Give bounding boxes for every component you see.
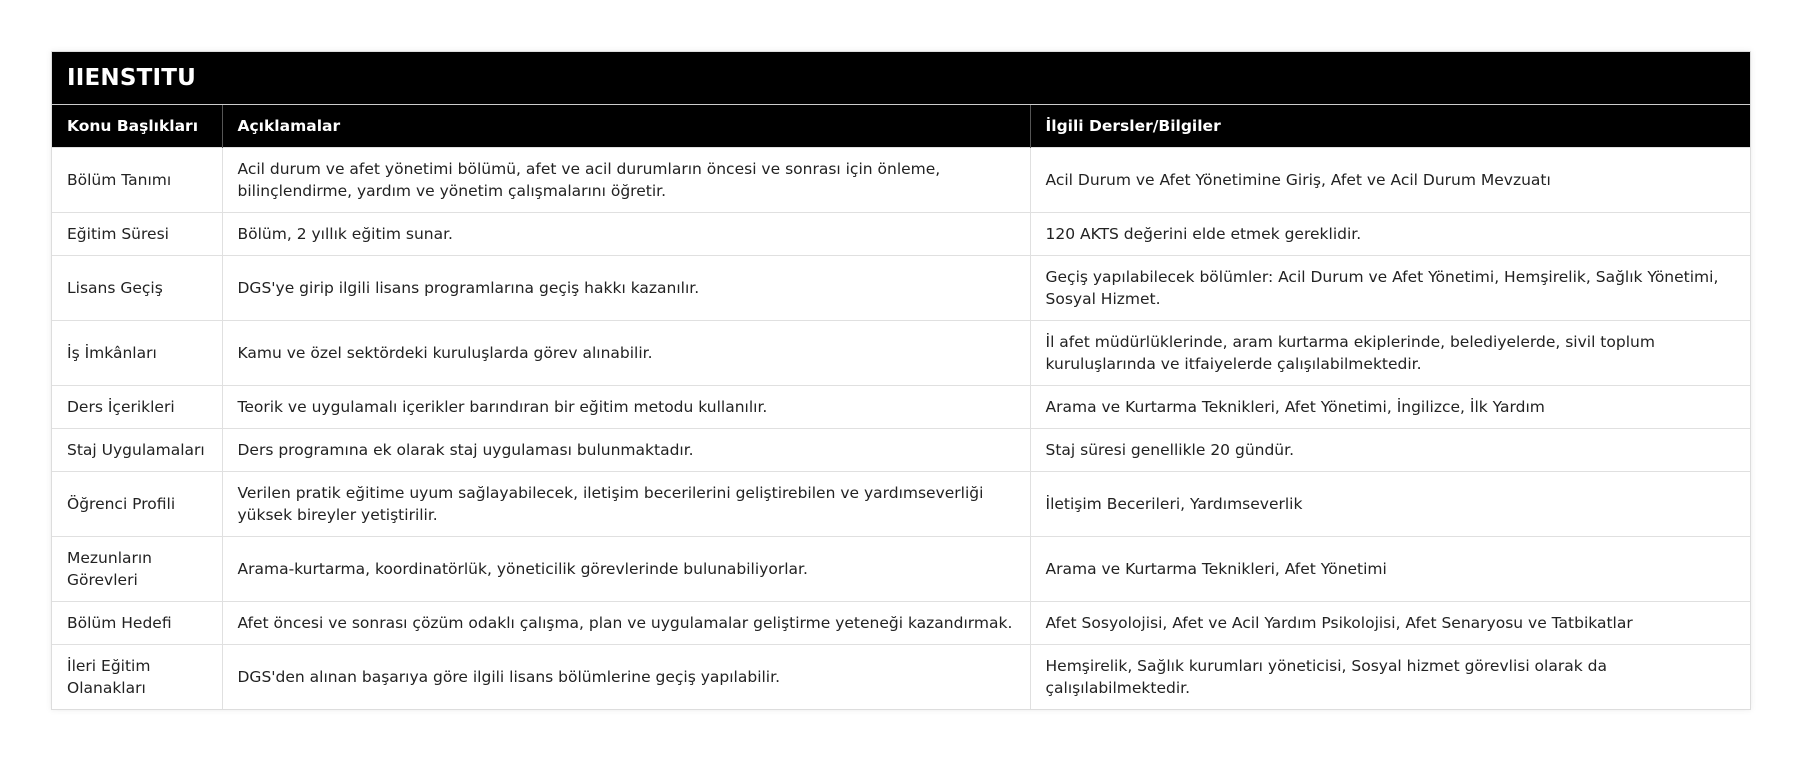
- table-row: [52, 386, 1750, 429]
- cell-description: DGS'ye girip ilgili lisans programlarına geçiş hakkı kazanılır.: [222, 256, 1030, 321]
- column-header-related-info: İlgili Dersler/Bilgiler: [1030, 105, 1750, 148]
- cell-related-info: Arama ve Kurtarma Teknikleri, Afet Yönetimi, İngilizce, İlk Yardım: [1030, 386, 1750, 429]
- cell-related-info: Hemşirelik, Sağlık kurumları yöneticisi, Sosyal hizmet görevlisi olarak da çalışılabilmektedir.: [1030, 645, 1750, 710]
- table-row: [52, 148, 1750, 213]
- cell-topic: Öğrenci Profili: [52, 472, 222, 537]
- table-row: [52, 602, 1750, 645]
- cell-topic: Bölüm Hedefi: [52, 602, 222, 645]
- cell-description: Ders programına ek olarak staj uygulaması bulunmaktadır.: [222, 429, 1030, 472]
- cell-related-info: Geçiş yapılabilecek bölümler: Acil Durum ve Afet Yönetimi, Hemşirelik, Sağlık Yönetimi, Sosyal Hizmet.: [1030, 256, 1750, 321]
- cell-related-info: İletişim Becerileri, Yardımseverlik: [1030, 472, 1750, 537]
- table-row: [52, 321, 1750, 386]
- table-title: IIENSTITU: [52, 52, 1750, 104]
- cell-related-info: Arama ve Kurtarma Teknikleri, Afet Yönetimi: [1030, 537, 1750, 602]
- cell-topic: Lisans Geçiş: [52, 256, 222, 321]
- table-row: [52, 645, 1750, 710]
- cell-topic: Staj Uygulamaları: [52, 429, 222, 472]
- cell-topic: İleri Eğitim Olanakları: [52, 645, 222, 710]
- cell-related-info: Acil Durum ve Afet Yönetimine Giriş, Afet ve Acil Durum Mevzuatı: [1030, 148, 1750, 213]
- cell-description: Arama-kurtarma, koordinatörlük, yöneticilik görevlerinde bulunabiliyorlar.: [222, 537, 1030, 602]
- cell-topic: İş İmkânları: [52, 321, 222, 386]
- table-row: [52, 256, 1750, 321]
- table-row: [52, 429, 1750, 472]
- info-table: [52, 104, 1750, 709]
- cell-topic: Mezunların Görevleri: [52, 537, 222, 602]
- table-row: [52, 213, 1750, 256]
- table-row: [52, 472, 1750, 537]
- cell-description: Afet öncesi ve sonrası çözüm odaklı çalışma, plan ve uygulamalar geliştirme yeteneği kazandırmak.: [222, 602, 1030, 645]
- cell-related-info: Staj süresi genellikle 20 gündür.: [1030, 429, 1750, 472]
- cell-description: Bölüm, 2 yıllık eğitim sunar.: [222, 213, 1030, 256]
- cell-related-info: 120 AKTS değerini elde etmek gereklidir.: [1030, 213, 1750, 256]
- cell-description: DGS'den alınan başarıya göre ilgili lisans bölümlerine geçiş yapılabilir.: [222, 645, 1030, 710]
- cell-topic: Eğitim Süresi: [52, 213, 222, 256]
- table-header-row: [52, 105, 1750, 148]
- cell-topic: Bölüm Tanımı: [52, 148, 222, 213]
- info-table-card: [51, 51, 1751, 710]
- column-header-topic: Konu Başlıkları: [52, 105, 222, 148]
- table-row: [52, 537, 1750, 602]
- cell-description: Verilen pratik eğitime uyum sağlayabilecek, iletişim becerilerini geliştirebilen ve yardımseverliği yüksek bireyler yetiştirilir.: [222, 472, 1030, 537]
- cell-related-info: İl afet müdürlüklerinde, aram kurtarma ekiplerinde, belediyelerde, sivil toplum kuruluşlarında ve itfaiyelerde çalışılabilmektedir.: [1030, 321, 1750, 386]
- column-header-description: Açıklamalar: [222, 105, 1030, 148]
- cell-description: Acil durum ve afet yönetimi bölümü, afet ve acil durumların öncesi ve sonrası için önleme, bilinçlendirme, yardım ve yönetim çalışmalarını öğretir.: [222, 148, 1030, 213]
- cell-description: Kamu ve özel sektördeki kuruluşlarda görev alınabilir.: [222, 321, 1030, 386]
- cell-description: Teorik ve uygulamalı içerikler barındıran bir eğitim metodu kullanılır.: [222, 386, 1030, 429]
- cell-related-info: Afet Sosyolojisi, Afet ve Acil Yardım Psikolojisi, Afet Senaryosu ve Tatbikatlar: [1030, 602, 1750, 645]
- cell-topic: Ders İçerikleri: [52, 386, 222, 429]
